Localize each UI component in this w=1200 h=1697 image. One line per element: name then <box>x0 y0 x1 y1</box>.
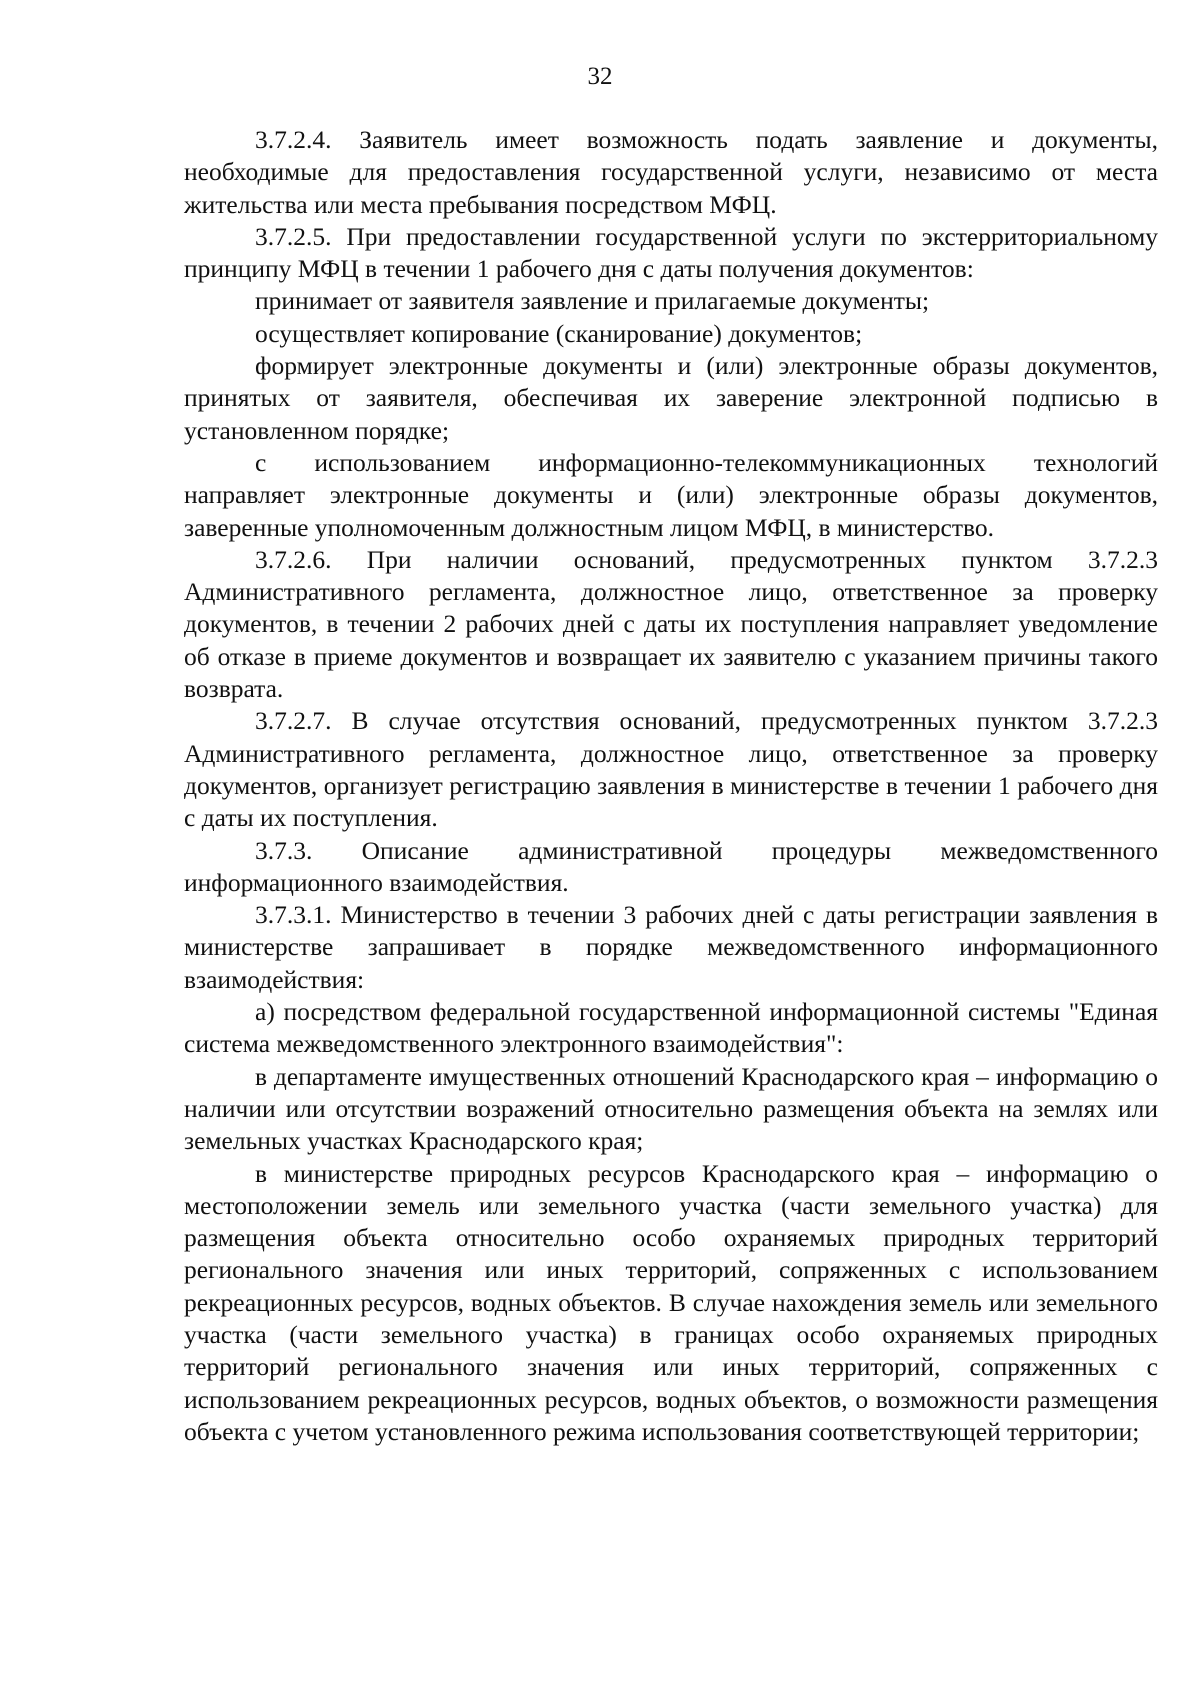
list-item-natural-resources-ministry: в министерстве природных ресурсов Краснодарского края – информацию о местоположении земель или земельного участка (части земельного участка) для размещения объекта относительно особо охраняемых природных территорий регионального значения или иных территорий, сопряженных с использованием рекреационных ресурсов, водных объектов. В случае нахождения земель или земельного участка (части земельного участка) в границах особо охраняемых природных территорий регионального значения или иных территорий, сопряженных с использованием рекреационных ресурсов, водных объектов, о возможности размещения объекта с учетом установленного режима использования соответствующей территории; <box>184 1158 1158 1446</box>
page-number: 32 <box>587 63 613 90</box>
document-body <box>184 124 1158 1448</box>
paragraph-3-7-3-1: 3.7.3.1. Министерство в течении 3 рабочих дней с даты регистрации заявления в министерстве запрашивает в порядке межведомственного информационного взаимодействия: <box>184 900 1158 994</box>
paragraph-3-7-3: 3.7.3. Описание административной процедуры межведомственного информационного взаимодействия. <box>184 835 1158 897</box>
list-item-form-electronic-documents: формирует электронные документы и (или) электронные образы документов, принятых от заявителя, обеспечивая их заверение электронной подписью в установленном порядке; <box>184 351 1158 445</box>
list-item-property-department: в департаменте имущественных отношений Краснодарского края – информацию о наличии или отсутствии возражений относительно размещения объекта на землях или земельных участках Краснодарского края; <box>184 1061 1158 1156</box>
paragraph-3-7-2-4: 3.7.2.4. Заявитель имеет возможность подать заявление и документы, необходимые для предоставления государственной услуги, независимо от места жительства или места пребывания посредством МФЦ. <box>184 125 1158 219</box>
paragraph-3-7-2-6: 3.7.2.6. При наличии оснований, предусмотренных пунктом 3.7.2.3 Административного регламента, должностное лицо, ответственное за проверку документов, в течении 2 рабочих дней с даты их поступления направляет уведомление об отказе в приеме документов и возвращает их заявителю с указанием причины такого возврата. <box>184 544 1158 704</box>
paragraph-3-7-2-5: 3.7.2.5. При предоставлении государственной услуги по экстерриториальному принципу МФЦ в течении 1 рабочего дня с даты получения документов: <box>184 221 1158 284</box>
list-item-a-smev: а) посредством федеральной государственной информационной системы "Единая система межведомственного электронного взаимодействия": <box>184 997 1158 1059</box>
list-item-send-documents: с использованием информационно-телекоммуникационных технологий направляет электронные документы и (или) электронные образы документов, заверенные уполномоченным должностным лицом МФЦ, в министерство. <box>184 447 1158 542</box>
paragraph-3-7-2-7: 3.7.2.7. В случае отсутствия оснований, предусмотренных пунктом 3.7.2.3 Административного регламента, должностное лицо, ответственное за проверку документов, организует регистрацию заявления в министерстве в течении 1 рабочего дня с даты их поступления. <box>184 706 1158 833</box>
list-item-accept-application: принимает от заявителя заявление и прилагаемые документы; <box>255 286 930 316</box>
list-item-copy-documents: осуществляет копирование (сканирование) документов; <box>255 318 863 348</box>
